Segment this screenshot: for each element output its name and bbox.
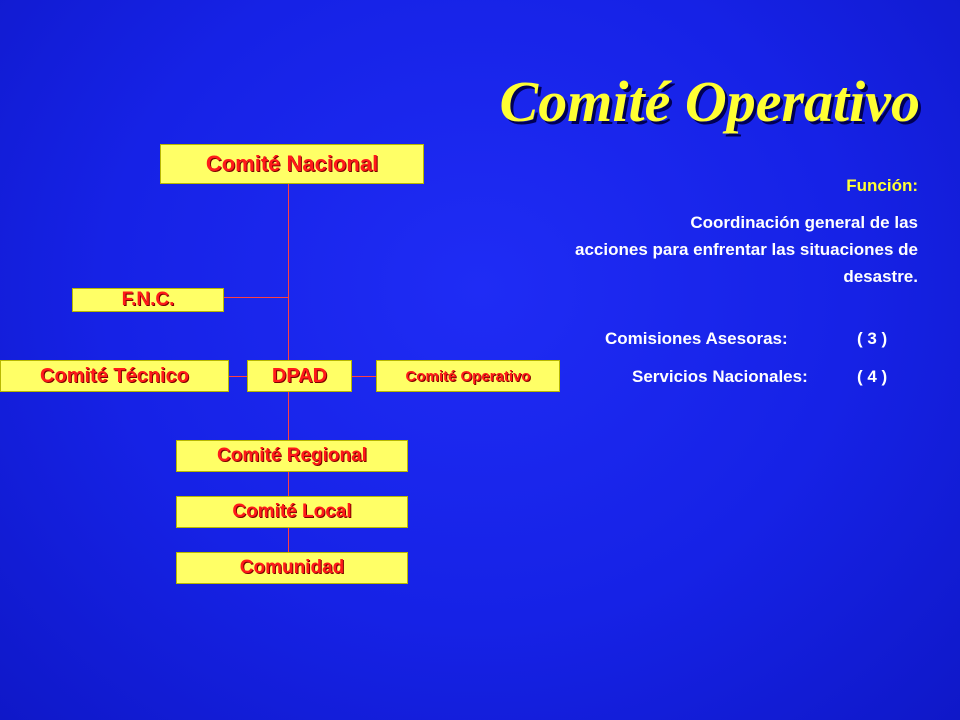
funcion-label: Función: bbox=[846, 176, 918, 195]
connector-regional-local bbox=[288, 472, 289, 496]
stat-servicios-value: ( 4 ) bbox=[857, 367, 888, 386]
fnc-box: F.N.C. bbox=[72, 288, 224, 312]
funcion-line-1: Coordinación general de las bbox=[690, 213, 918, 232]
comite-nacional-box: Comité Nacional bbox=[160, 144, 424, 184]
funcion-block bbox=[448, 172, 918, 290]
comite-local-box: Comité Local bbox=[176, 496, 408, 528]
stat-comisiones-value: ( 3 ) bbox=[857, 329, 888, 348]
funcion-line-2: acciones para enfrentar las situaciones de bbox=[575, 240, 918, 259]
connector-tecnico-dpad bbox=[229, 376, 247, 377]
connector-dpad-regional bbox=[288, 392, 289, 440]
connector-local-comunidad bbox=[288, 528, 289, 552]
slide-title: Comité Operativo bbox=[499, 69, 920, 134]
comite-regional-box: Comité Regional bbox=[176, 440, 408, 472]
comite-operativo-box: Comité Operativo bbox=[376, 360, 560, 392]
stat-servicios-label: Servicios Nacionales: bbox=[632, 367, 808, 386]
funcion-line-3: desastre. bbox=[843, 267, 918, 286]
comite-tecnico-box: Comité Técnico bbox=[0, 360, 229, 392]
connector-dpad-operativo bbox=[352, 376, 376, 377]
connector-fnc bbox=[224, 297, 289, 298]
comunidad-box: Comunidad bbox=[176, 552, 408, 584]
stat-comisiones-label: Comisiones Asesoras: bbox=[605, 329, 788, 348]
dpad-box: DPAD bbox=[247, 360, 352, 392]
connector-nacional-dpad bbox=[288, 184, 289, 360]
